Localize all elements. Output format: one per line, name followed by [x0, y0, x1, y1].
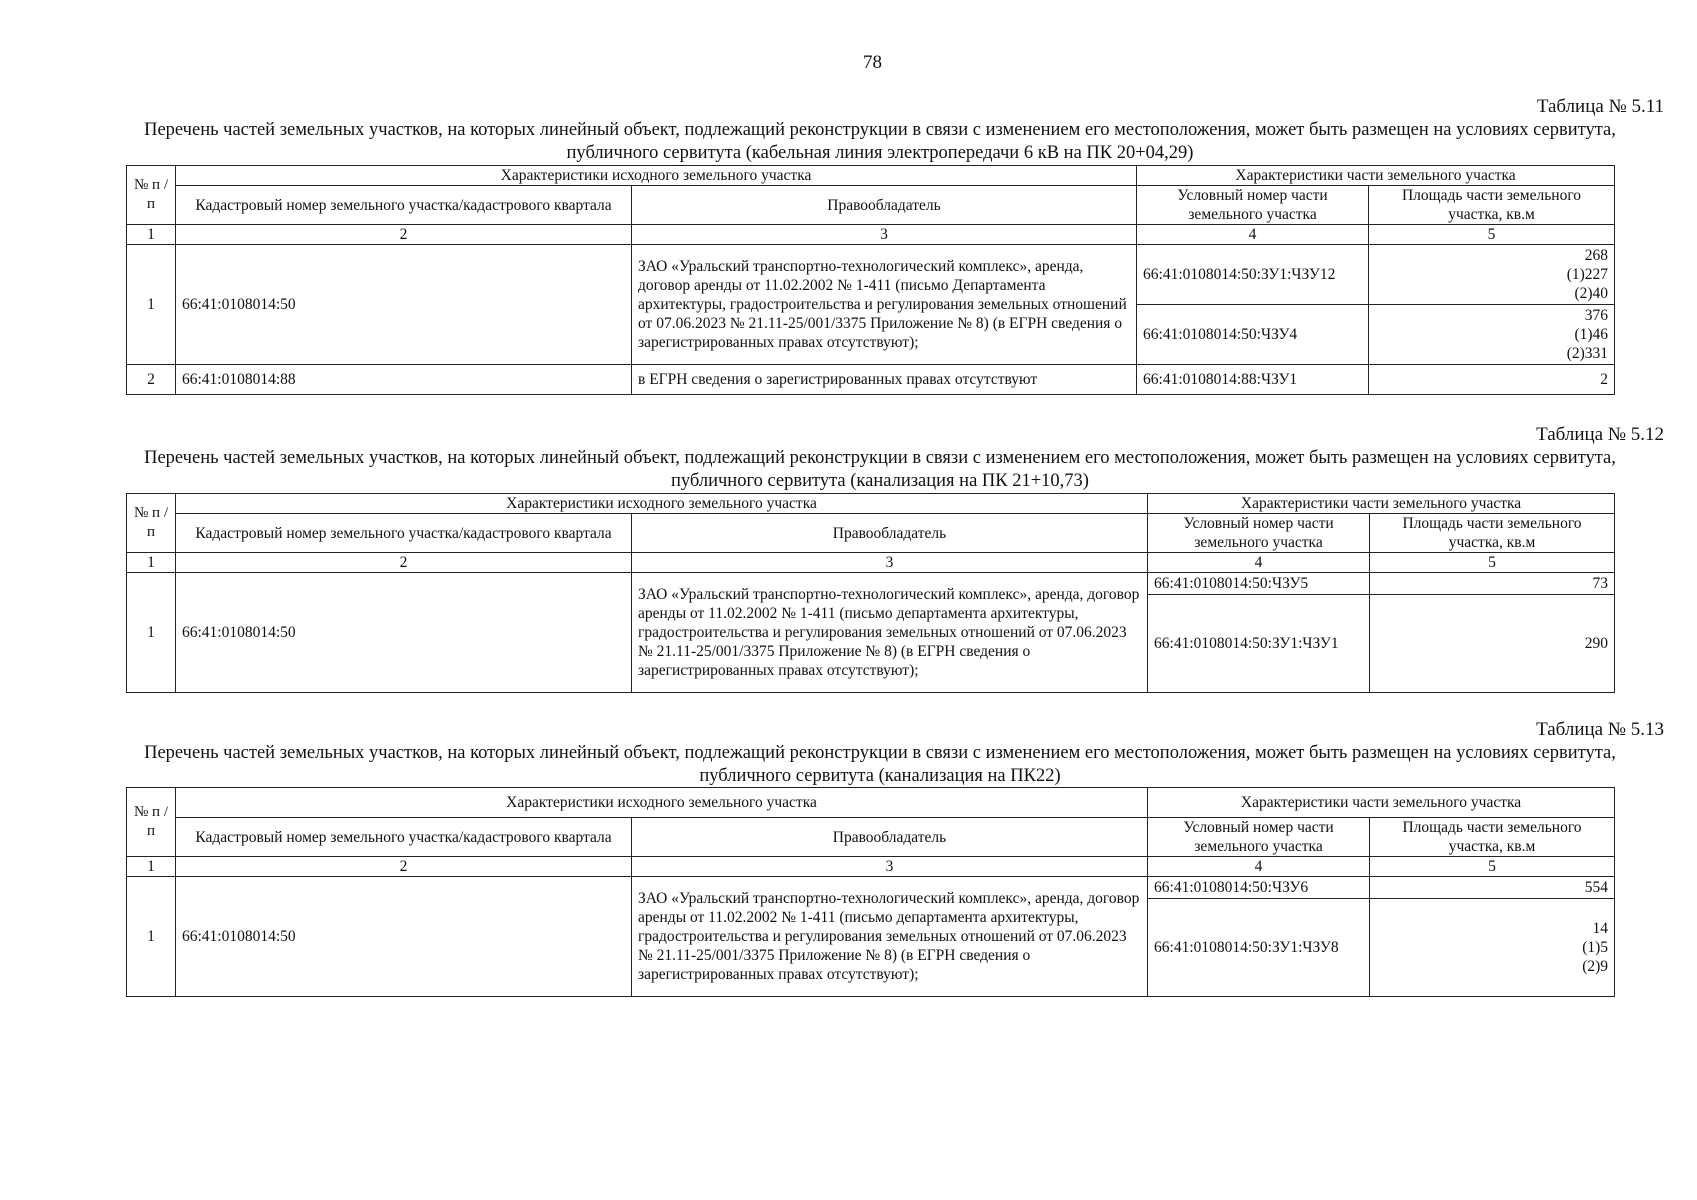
index-cell: 4 [1148, 553, 1370, 573]
area-sub: (1)227 [1566, 266, 1609, 283]
header-source-group: Характеристики исходного земельного участка [176, 494, 1148, 514]
table-row [127, 573, 1615, 595]
rights-holder: ЗАО «Уральский транспортно-технологический комплекс», аренда, договор аренды от 11.02.2002 № 1-411 (письмо департамента архитектуры, градостроительства и регулирования земельных отношений от 07.06.2023 № 21.11-25/001/3375 Приложение № 8) (в ЕГРН сведения о зарегистрированных правах отсутствуют); [632, 877, 1148, 997]
servitude-table [126, 493, 1615, 693]
header-num: № п /п [127, 166, 176, 225]
conditional-number: 66:41:0108014:50:ЧЗУ6 [1148, 877, 1370, 899]
header-holder: Правообладатель [632, 514, 1148, 553]
row-num: 2 [127, 365, 176, 395]
area-value: 554 [1370, 877, 1615, 899]
row-num: 1 [127, 877, 176, 997]
header-cadastral: Кадастровый номер земельного участка/кадастрового квартала [176, 186, 632, 225]
index-cell: 5 [1370, 553, 1615, 573]
index-cell: 3 [632, 553, 1148, 573]
header-source-group: Характеристики исходного земельного участка [176, 788, 1148, 818]
area-total: 14 [1592, 920, 1609, 937]
header-part-group: Характеристики части земельного участка [1148, 788, 1615, 818]
cadastral-number: 66:41:0108014:50 [176, 877, 632, 997]
area-total: 376 [1584, 307, 1609, 324]
rights-holder: в ЕГРН сведения о зарегистрированных правах отсутствуют [632, 365, 1137, 395]
header-area: Площадь части земельного участка, кв.м [1369, 186, 1615, 225]
rights-holder: ЗАО «Уральский транспортно-технологический комплекс», аренда, договор аренды от 11.02.2002 № 1-411 (письмо департамента архитектуры, градостроительства и регулирования земельных отношений от 07.06.2023 № 21.11-25/001/3375 Приложение № 8) (в ЕГРН сведения о зарегистрированных правах отсутствуют); [632, 573, 1148, 693]
header-num: № п /п [127, 494, 176, 553]
header-part-group: Характеристики части земельного участка [1137, 166, 1615, 186]
index-cell: 3 [632, 857, 1148, 877]
cadastral-number: 66:41:0108014:50 [176, 573, 632, 693]
header-area: Площадь части земельного участка, кв.м [1370, 514, 1615, 553]
header-num: № п /п [127, 788, 176, 857]
area-sub: (2)9 [1582, 958, 1609, 975]
index-cell: 4 [1137, 225, 1369, 245]
index-cell: 1 [127, 857, 176, 877]
index-cell: 1 [127, 225, 176, 245]
servitude-table [126, 787, 1615, 997]
area-sub: (2)331 [1566, 345, 1609, 362]
conditional-number: 66:41:0108014:50:ЗУ1:ЧЗУ8 [1148, 899, 1370, 997]
table-row [127, 365, 1615, 395]
header-cadastral: Кадастровый номер земельного участка/кадастрового квартала [176, 514, 632, 553]
conditional-number: 66:41:0108014:50:ЗУ1:ЧЗУ1 [1148, 595, 1370, 693]
conditional-number: 66:41:0108014:88:ЧЗУ1 [1137, 365, 1369, 395]
index-cell: 5 [1369, 225, 1615, 245]
area-value [1369, 245, 1615, 305]
header-conditional: Условный номер части земельного участка [1148, 818, 1370, 857]
conditional-number: 66:41:0108014:50:ЧЗУ5 [1148, 573, 1370, 595]
index-cell: 5 [1370, 857, 1615, 877]
area-value [1370, 899, 1615, 997]
header-source-group: Характеристики исходного земельного участка [176, 166, 1137, 186]
index-cell: 4 [1148, 857, 1370, 877]
area-sub: (2)40 [1574, 285, 1609, 302]
row-num: 1 [127, 573, 176, 693]
area-sub: (1)5 [1582, 939, 1609, 956]
header-conditional: Условный номер части земельного участка [1148, 514, 1370, 553]
conditional-number: 66:41:0108014:50:ЗУ1:ЧЗУ12 [1137, 245, 1369, 305]
cadastral-number: 66:41:0108014:88 [176, 365, 632, 395]
area-value: 73 [1370, 573, 1615, 595]
area-value: 2 [1369, 365, 1615, 395]
cadastral-number: 66:41:0108014:50 [176, 245, 632, 365]
index-cell: 2 [176, 553, 632, 573]
area-value: 290 [1370, 595, 1615, 693]
header-holder: Правообладатель [632, 186, 1137, 225]
table-heading: Перечень частей земельных участков, на которых линейный объект, подлежащий реконструкции в связи с изменением его местоположения, может быть размещен на условиях сервитута, публичного сервитута (кабельная линия электропередачи 6 кВ на ПК 20+04,29) [144, 120, 1616, 163]
table-label: Таблица № 5.13 [1536, 719, 1664, 740]
page-number: 78 [863, 52, 882, 73]
index-cell: 3 [632, 225, 1137, 245]
index-cell: 1 [127, 553, 176, 573]
servitude-table [126, 165, 1615, 395]
conditional-number: 66:41:0108014:50:ЧЗУ4 [1137, 305, 1369, 365]
table-label: Таблица № 5.12 [1536, 424, 1664, 445]
row-num: 1 [127, 245, 176, 365]
header-area: Площадь части земельного участка, кв.м [1370, 818, 1615, 857]
table-label: Таблица № 5.11 [1536, 96, 1664, 117]
table-heading: Перечень частей земельных участков, на которых линейный объект, подлежащий реконструкции в связи с изменением его местоположения, может быть размещен на условиях сервитута, публичного сервитута (канализация на ПК22) [144, 743, 1616, 786]
area-sub: (1)46 [1574, 326, 1609, 343]
table-row [127, 877, 1615, 899]
index-cell: 2 [176, 225, 632, 245]
area-total: 268 [1584, 247, 1609, 264]
table-row [127, 245, 1615, 305]
header-part-group: Характеристики части земельного участка [1148, 494, 1615, 514]
area-value [1369, 305, 1615, 365]
rights-holder: ЗАО «Уральский транспортно-технологический комплекс», аренда, договор аренды от 11.02.2002 № 1-411 (письмо Департамента архитектуры, градостроительства и регулирования земельных отношений от 07.06.2023 № 21.11-25/001/3375 Приложение № 8) (в ЕГРН сведения о зарегистрированных правах отсутствуют); [632, 245, 1137, 365]
header-holder: Правообладатель [632, 818, 1148, 857]
table-heading: Перечень частей земельных участков, на которых линейный объект, подлежащий реконструкции в связи с изменением его местоположения, может быть размещен на условиях сервитута, публичного сервитута (канализация на ПК 21+10,73) [144, 448, 1616, 491]
header-conditional: Условный номер части земельного участка [1137, 186, 1369, 225]
header-cadastral: Кадастровый номер земельного участка/кадастрового квартала [176, 818, 632, 857]
index-cell: 2 [176, 857, 632, 877]
